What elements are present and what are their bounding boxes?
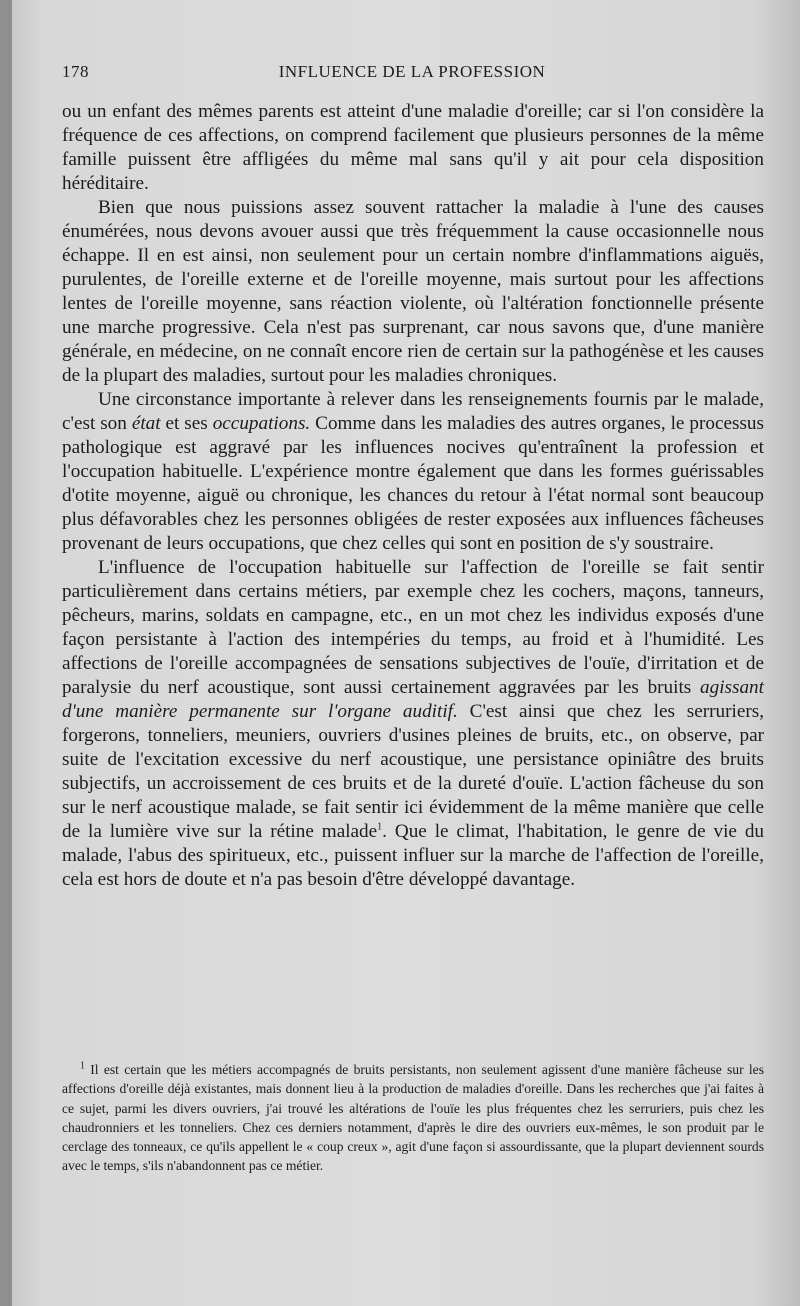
italic-phrase: agissant d'une manière permanente sur l'organe auditif.: [62, 677, 764, 722]
italic-term: état: [131, 413, 161, 434]
paragraph: [62, 196, 764, 388]
footnote-marker: 1: [80, 1060, 85, 1072]
running-header: [62, 62, 762, 88]
paragraph-text: ou un enfant des mêmes parents est atteint d'une maladie d'oreille; car si l'on considère la fréquence de ces affections, on comprend facilement que plusieurs personnes de la même famille puissent être affligées du même mal sans qu'il y ait pour cela disposition héréditaire.: [62, 101, 764, 194]
paragraph-text: et ses: [160, 413, 213, 434]
body-text: [62, 100, 764, 892]
paragraph-text: C'est ainsi que chez les serruriers, forgerons, tonneliers, meuniers, ouvriers d'usines pleines de bruits, etc., on observe, par suite de l'excitation excessive du nerf acoustique, une persistance opiniâtre des bruits subjectifs, un accroissement de ces bruits et de la dureté d'ouïe. L'action fâcheuse du son sur le nerf acoustique malade, se fait sentir ici évidemment de la même manière que celle de la lumière vive sur la rétine malade: [62, 701, 765, 842]
paragraph: [62, 556, 764, 892]
paragraph-text: . Que le climat, l'habitation, le genre de vie du malade, l'abus des spiritueux, etc., puissent influer sur la marche de l'affection de l'oreille, cela est hors de doute et n'a pas besoin d'être développé davantage.: [62, 821, 765, 890]
paragraph-text: L'influence de l'occupation habituelle sur l'affection de l'oreille se fait sentir particulièrement dans certains métiers, par exemple chez les cochers, maçons, tanneurs, pêcheurs, marins, soldats en campagne, etc., en un mot chez les individus exposés d'une façon persistante à l'action des intempéries du temps, au froid et à l'humidité. Les affections de l'oreille accompagnées de sensations subjectives de l'ouïe, d'irritation et de paralysie du nerf acoustique, sont aussi certainement aggravées par les bruits: [62, 557, 764, 698]
paragraph-text: Bien que nous puissions assez souvent rattacher la maladie à l'une des causes énumérées, nous devons avouer aussi que très fréquemment la cause occasionnelle nous échappe. Il en est ainsi, non seulement pour un certain nombre d'inflammations aiguës, purulentes, de l'oreille externe et de l'oreille moyenne, mais surtout pour les affections lentes de l'oreille moyenne, sans réaction violente, où l'altération fonctionnelle présente une marche progressive. Cela n'est pas surprenant, car nous savons que, d'une manière générale, en médecine, on ne connaît encore rien de certain sur la pathogénèse et les causes de la plupart des maladies, surtout pour les maladies chroniques.: [62, 197, 764, 386]
footnote-reference: 1: [377, 821, 383, 833]
paragraph-text: Comme dans les maladies des autres organes, le processus pathologique est aggravé par les influences nocives qu'entraînent la profession et l'occupation habituelle. L'expérience montre également que dans les formes guérissables d'otite moyenne, aiguë ou chronique, les chances du retour à l'état normal sont beaucoup plus défavorables chez les personnes obligées de rester exposées aux influences fâcheuses provenant de leurs occupations, que chez celles qui sont en position de s'y soustraire.: [62, 413, 764, 554]
paragraph: [62, 388, 764, 556]
running-title: INFLUENCE DE LA PROFESSION: [278, 62, 546, 81]
footnote-text: Il est certain que les métiers accompagnés de bruits persistants, non seulement agissent d'une manière fâcheuse sur les affections d'oreille déjà existantes, mais donnent lieu à la production de maladies d'oreille. Dans les recherches que j'ai faites à ce sujet, parmi les divers ouvriers, j'ai trouvé les altérations de l'ouïe les plus fréquentes chez les serruriers, puis chez les chaudronniers et les tonneliers. Chez ces derniers notamment, d'après le dire des ouvriers eux-mêmes, le son produit par le cerclage des tonneaux, ce qu'ils appellent le « coup creux », agit d'une façon si assourdissante, que la plupart deviennent sourds avec le temps, s'ils n'abandonnent pas ce métier.: [62, 1062, 764, 1174]
footnote-paragraph: [62, 1060, 764, 1176]
paragraph-text: Une circonstance importante à relever dans les renseignements fournis par le malade, c'est son: [62, 389, 764, 434]
paragraph: [62, 100, 764, 196]
book-page: [12, 0, 800, 1306]
page-number: 178: [62, 62, 89, 81]
italic-term: occupations.: [212, 413, 311, 434]
footnote: [62, 1060, 764, 1176]
